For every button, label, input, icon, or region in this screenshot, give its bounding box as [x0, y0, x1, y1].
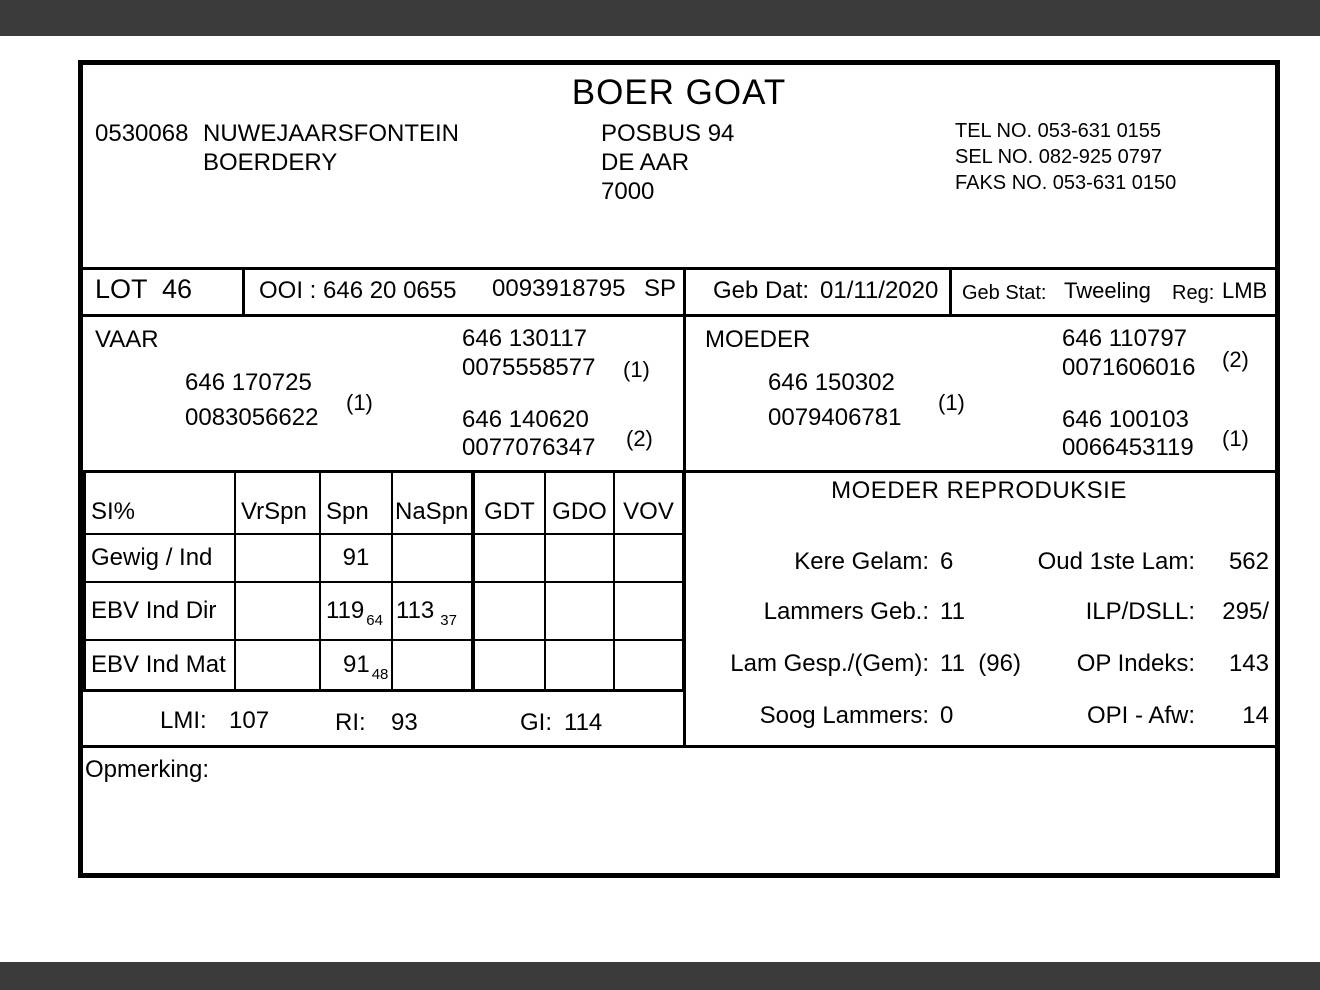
farm-name-line1: NUWEJAARSFONTEIN [203, 120, 460, 147]
catalog-card [78, 60, 1280, 878]
si-col-header-si: SI% [91, 498, 136, 525]
divider-lot-top [83, 267, 1275, 270]
si-cell-spn: 91 [319, 533, 391, 581]
repro-row [83, 548, 1275, 578]
repro-row [83, 650, 1275, 680]
address-line1: POSBUS 94 [601, 120, 735, 147]
ooi-registration-number: 0093918795 [492, 275, 626, 302]
cell-number: SEL NO. 082-925 0797 [955, 146, 1163, 168]
repro-row [83, 598, 1275, 628]
si-row-label: EBV Ind Mat [86, 639, 234, 689]
ri-label: RI: [335, 709, 366, 736]
si-col-header-gdo: GDO [544, 473, 613, 533]
si-row-label: Gewig / Ind [86, 533, 234, 581]
si-value: 119 [326, 597, 365, 624]
si-value-accuracy: 37 [440, 611, 457, 629]
lmi-value: 107 [229, 707, 270, 734]
ri-value: 93 [391, 709, 418, 736]
moeder-dam-note: (1) [1222, 426, 1249, 451]
moeder-sire-tag: 646 110797 [1062, 325, 1188, 352]
member-number: 0530068 [95, 120, 189, 147]
repro-right-label: OPI - Afw: [1086, 702, 1195, 729]
moeder-sire-reg: 0071606016 [1062, 354, 1196, 381]
repro-right-label: OP Indeks: [1076, 650, 1195, 677]
repro-right-label: Oud 1ste Lam: [1037, 548, 1195, 575]
tel-number: TEL NO. 053-631 0155 [955, 120, 1162, 142]
repro-row [83, 702, 1275, 732]
repro-left-label: Lam Gesp./(Gem): [730, 650, 929, 677]
repro-left-label: Kere Gelam: [794, 548, 929, 575]
vaar-tag: 646 170725 [185, 369, 312, 396]
si-row-label: EBV Ind Dir [86, 581, 234, 639]
repro-left-value: 0 [940, 702, 954, 729]
vaar-sire-note: (1) [623, 357, 650, 382]
si-col-header-vov: VOV [613, 473, 682, 533]
vaar-note: (1) [346, 390, 373, 415]
si-col-header-spn: Spn [319, 473, 391, 533]
geb-dat-value: 01/11/2020 [820, 277, 939, 304]
repro-left-value: 6 [940, 548, 954, 575]
repro-right-value: 143 [1228, 650, 1269, 677]
reg-value: LMB [1222, 278, 1268, 303]
gi-label: GI: [520, 709, 553, 736]
ooi-suffix: SP [644, 275, 677, 302]
opmerking-label: Opmerking: [85, 756, 210, 783]
divider-lot-cell-1 [242, 267, 245, 317]
vaar-dam-reg: 0077076347 [462, 434, 596, 461]
repro-section-title: MOEDER REPRODUKSIE [831, 477, 1127, 504]
gi-value: 114 [564, 709, 603, 736]
repro-left-label: Soog Lammers: [759, 702, 929, 729]
vaar-dam-tag: 646 140620 [462, 406, 589, 433]
moeder-label: MOEDER [705, 326, 811, 353]
address-line2: DE AAR [601, 149, 690, 176]
si-value-accuracy: 64 [366, 611, 383, 629]
lot-number: LOT 46 [95, 274, 193, 304]
address-line3: 7000 [601, 178, 655, 205]
vaar-sire-tag: 646 130117 [462, 325, 588, 352]
ooi-label: OOI : [259, 277, 317, 304]
si-value-accuracy: 48 [371, 665, 389, 683]
moeder-dam-reg: 0066453119 [1062, 434, 1194, 461]
moeder-tag: 646 150302 [768, 369, 895, 396]
moeder-sire-note: (2) [1222, 347, 1249, 372]
repro-right-value: 562 [1228, 548, 1269, 575]
vaar-reg: 0083056622 [185, 404, 319, 431]
vaar-dam-note: (2) [626, 426, 653, 451]
si-value: 113 [396, 597, 435, 624]
vaar-sire-reg: 0075558577 [462, 354, 596, 381]
reg-label: Reg: [1172, 282, 1215, 304]
lmi-label: LMI: [160, 707, 207, 734]
bottom-bar [0, 962, 1320, 990]
geb-stat-value: Tweeling [1064, 278, 1151, 303]
si-col-header-vrspn: VrSpn [234, 473, 319, 533]
geb-stat-label: Geb Stat: [962, 282, 1047, 304]
si-col-header-gdt: GDT [471, 473, 544, 533]
page-title: BOER GOAT [571, 73, 787, 112]
repro-right-label: ILP/DSLL: [1085, 598, 1195, 625]
divider-lot-bottom [83, 314, 1275, 317]
moeder-note: (1) [938, 390, 965, 415]
vaar-label: VAAR [95, 326, 159, 353]
repro-left-label: Lammers Geb.: [763, 598, 929, 625]
divider-footer [83, 745, 1275, 748]
farm-name-line2: BOERDERY [203, 149, 338, 176]
ooi-tag-number: 646 20 0655 [323, 277, 457, 304]
si-value: 91 [343, 651, 370, 678]
divider-lot-cell-2 [949, 267, 952, 317]
fax-number: FAKS NO. 053-631 0150 [955, 172, 1177, 194]
repro-right-value: 295/ [1222, 598, 1269, 625]
si-col-header-naspn: NaSpn [391, 473, 471, 533]
moeder-dam-tag: 646 100103 [1062, 406, 1189, 433]
moeder-reg: 0079406781 [768, 404, 902, 431]
repro-left-value: 11 [940, 598, 965, 625]
geb-dat-label: Geb Dat: [713, 277, 810, 304]
top-bar [0, 0, 1320, 36]
repro-left-value: 11 (96) [940, 650, 1021, 677]
repro-right-value: 14 [1242, 702, 1269, 729]
